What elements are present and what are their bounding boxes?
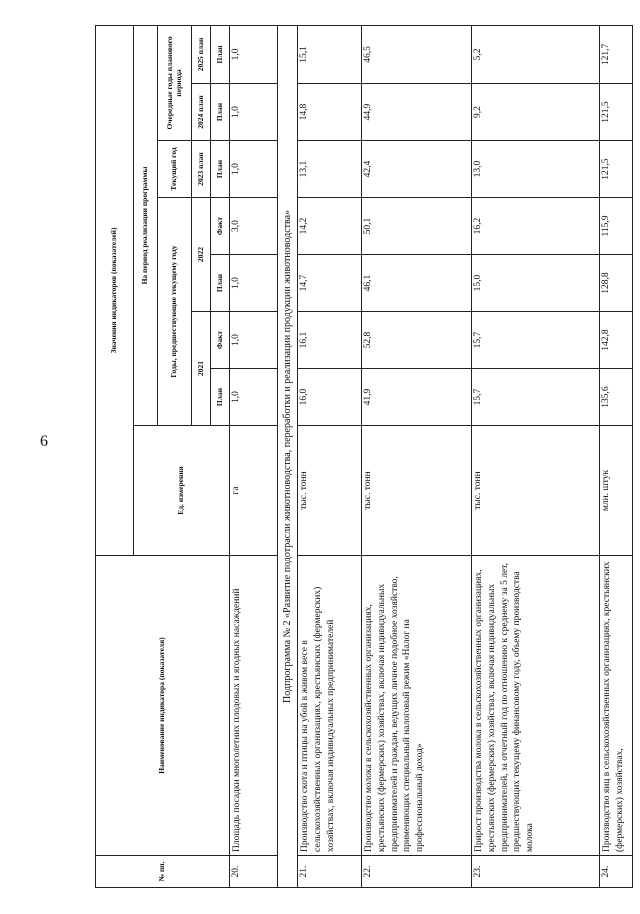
value-cell: 41,9 <box>362 369 472 426</box>
value-cell: 121,7 <box>600 25 633 83</box>
subprogram-title: Подпрограмма № 2 «Развитие подотрасли животноводства, переработки и реализации продукции животноводства» <box>278 25 298 887</box>
row-number: 24. <box>600 856 633 888</box>
unit-cell: тыс. тонн <box>472 426 600 556</box>
row-number: 20. <box>230 856 278 888</box>
value-cell: 5,2 <box>472 25 600 83</box>
header-unit: Ед. измерения <box>134 426 230 556</box>
header-plan: План <box>211 84 230 141</box>
value-cell: 15,7 <box>472 369 600 426</box>
indicator-name: Производство молока в сельскохозяйственных организациях, крестьянских (фермерских) хозяйствах, включая индивидуальных предпринимателей и граждан, ведущих личное подобное хозяйство, применяющих специальный налоговый режим «Налог на профессиональный доход» <box>362 556 472 856</box>
header-years-before: Годы, предшествующие текущему году <box>158 198 192 426</box>
indicator-name: Площадь посадки многолетних плодовых и ягодных насаждений <box>230 556 278 856</box>
indicator-name: Прирост производства молока в сельскохозяйственных организациях, крестьянских (фермерских) хозяйствах, включая индивидуальных предпринимателей, за отчетный год по отношению к среднему за 5 лет, предшествующих текущему финансовому году, объему производства молока <box>472 556 600 856</box>
unit-cell: га <box>230 426 278 556</box>
value-cell: 14,2 <box>298 198 362 255</box>
value-cell: 50,1 <box>362 198 472 255</box>
header-next-years: Очередные годы планового периода <box>158 25 192 140</box>
header-2025: 2025 план <box>192 25 211 83</box>
value-cell: 3,0 <box>230 198 278 255</box>
header-2024: 2024 план <box>192 84 211 141</box>
row-number: 22. <box>362 856 472 888</box>
header-no: № пп. <box>96 856 230 888</box>
value-cell: 142,8 <box>600 312 633 369</box>
header-values: Значения индикаторов (показателей) <box>96 25 134 555</box>
header-current-year: Текущий год <box>158 141 192 198</box>
value-cell: 128,8 <box>600 255 633 312</box>
header-plan: План <box>211 141 230 198</box>
value-cell: 121,5 <box>600 141 633 198</box>
header-2023: 2023 план <box>192 141 211 198</box>
value-cell: 15,1 <box>298 25 362 83</box>
value-cell: 16,2 <box>472 198 600 255</box>
value-cell: 135,6 <box>600 369 633 426</box>
value-cell: 1,0 <box>230 369 278 426</box>
table-row <box>298 25 362 887</box>
value-cell: 1,0 <box>230 84 278 141</box>
header-2022: 2022 <box>192 198 211 312</box>
table-row <box>472 25 600 887</box>
header-period: На период реализации программы <box>134 25 158 425</box>
value-cell: 42,4 <box>362 141 472 198</box>
header-plan: План <box>211 369 230 426</box>
value-cell: 15,7 <box>472 312 600 369</box>
header-2021: 2021 <box>192 312 211 426</box>
value-cell: 1,0 <box>230 255 278 312</box>
value-cell: 1,0 <box>230 312 278 369</box>
value-cell: 1,0 <box>230 25 278 83</box>
value-cell: 14,8 <box>298 84 362 141</box>
row-number: 21. <box>298 856 362 888</box>
value-cell: 46,5 <box>362 25 472 83</box>
table-row <box>230 25 278 887</box>
table-row <box>362 25 472 887</box>
header-fact: Факт <box>211 312 230 369</box>
value-cell: 115,9 <box>600 198 633 255</box>
value-cell: 16,0 <box>298 369 362 426</box>
table-row <box>600 25 633 887</box>
value-cell: 46,1 <box>362 255 472 312</box>
value-cell: 9,2 <box>472 84 600 141</box>
subprogram-row <box>278 25 298 887</box>
value-cell: 121,5 <box>600 84 633 141</box>
value-cell: 1,0 <box>230 141 278 198</box>
row-number: 23. <box>472 856 600 888</box>
unit-cell: млн. штук <box>600 426 633 556</box>
indicators-table <box>95 25 633 888</box>
value-cell: 52,8 <box>362 312 472 369</box>
indicator-name: Производство яиц в сельскохозяйственных организациях, крестьянских (фермерских) хозяйствах, <box>600 556 633 856</box>
value-cell: 13,0 <box>472 141 600 198</box>
value-cell: 13,1 <box>298 141 362 198</box>
header-name: Наименование индикатора (показателя) <box>96 556 230 856</box>
header-plan: План <box>211 25 230 83</box>
rotated-table-page <box>95 26 625 888</box>
value-cell: 15,0 <box>472 255 600 312</box>
header-fact: Факт <box>211 198 230 255</box>
value-cell: 44,9 <box>362 84 472 141</box>
page-number: 6 <box>40 433 48 450</box>
unit-cell: тыс. тонн <box>362 426 472 556</box>
header-plan: План <box>211 255 230 312</box>
value-cell: 14,7 <box>298 255 362 312</box>
indicator-name: Производство скота и птицы на убой в живом весе в сельскохозяйственных организациях, крестьянских (фермерских) хозяйствах, включая индивидуальных предпринимателей <box>298 556 362 856</box>
unit-cell: тыс. тонн <box>298 426 362 556</box>
value-cell: 16,1 <box>298 312 362 369</box>
